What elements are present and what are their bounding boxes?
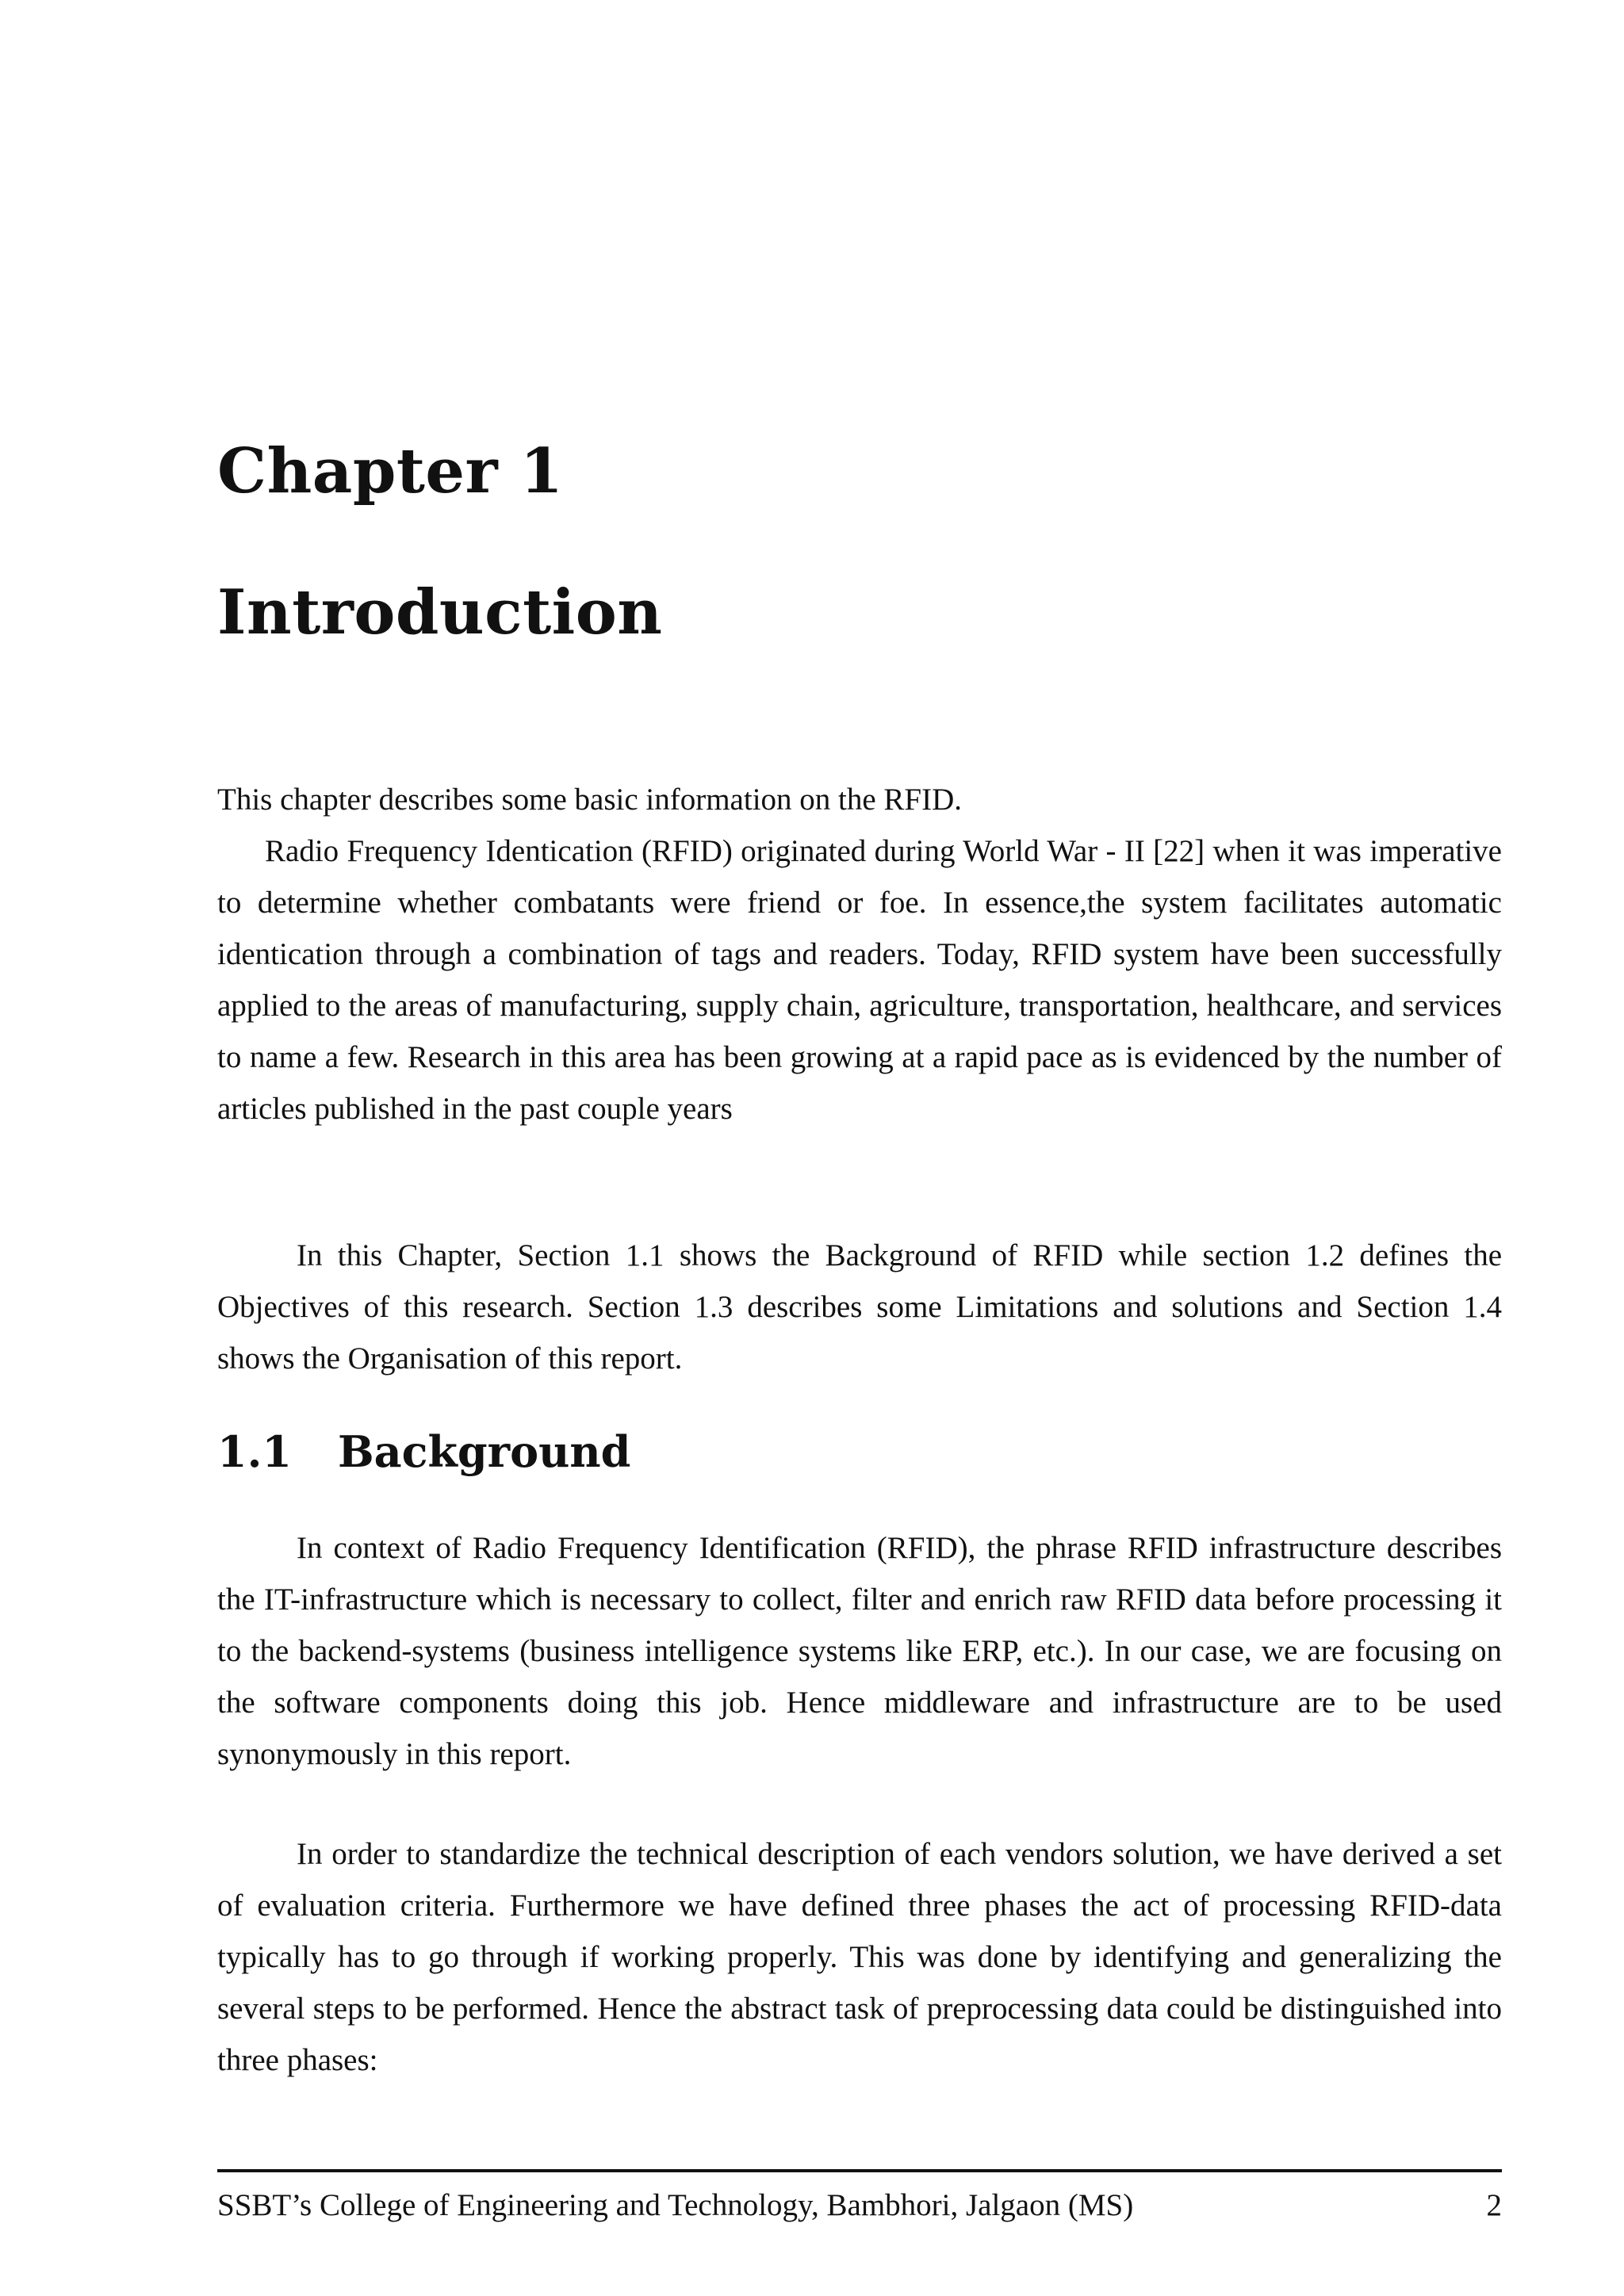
section-heading <box>217 1426 631 1477</box>
paragraph-chapter-outline: In this Chapter, Section 1.1 shows the Background of RFID while section 1.2 defines the Objectives of this research. Section 1.3 describes some Limitations and solutions and Section 1.4 shows the Organisation of this report. <box>217 1238 1502 1376</box>
chapter-number: Chapter 1 <box>217 435 564 507</box>
page-number: 2 <box>1486 2188 1502 2222</box>
footer-institution: SSBT’s College of Engineering and Technology, Bambhori, Jalgaon (MS) <box>217 2188 1134 2222</box>
intro-line: This chapter describes some basic information on the RFID. <box>217 783 963 817</box>
section-title: Background <box>338 1426 631 1477</box>
paragraph-rfid-origin: Radio Frequency Identication (RFID) originated during World War - II [22] when it was imperative to determine whether combatants were friend or foe. In essence,the system facilitates automatic identication through a combination of tags and readers. Today, RFID system have been successfully applied to the areas of manufacturing, supply chain, agriculture, transportation, healthcare, and services to name a few. Research in this area has been growing at a rapid pace as is evidenced by the number of articles published in the past couple years <box>217 834 1502 1126</box>
paragraph-evaluation-criteria: In order to standardize the technical description of each vendors solution, we have derived a set of evaluation criteria. Furthermore we have defined three phases the act of processing RFID-data typically has to go through if working properly. This was done by identifying and generalizing the several steps to be performed. Hence the abstract task of preprocessing data could be distinguished into three phases: <box>217 1837 1502 2077</box>
section-number: 1.1 <box>217 1426 292 1477</box>
paragraph-rfid-infrastructure: In context of Radio Frequency Identification (RFID), the phrase RFID infrastructure describes the IT-infrastructure which is necessary to collect, filter and enrich raw RFID data before processing it to the backend-systems (business intelligence systems like ERP, etc.). In our case, we are focusing on the software components doing this job. Hence middleware and infrastructure are to be used synonymously in this report. <box>217 1531 1502 1771</box>
footer-rule <box>217 2169 1502 2172</box>
chapter-title: Introduction <box>217 576 663 649</box>
